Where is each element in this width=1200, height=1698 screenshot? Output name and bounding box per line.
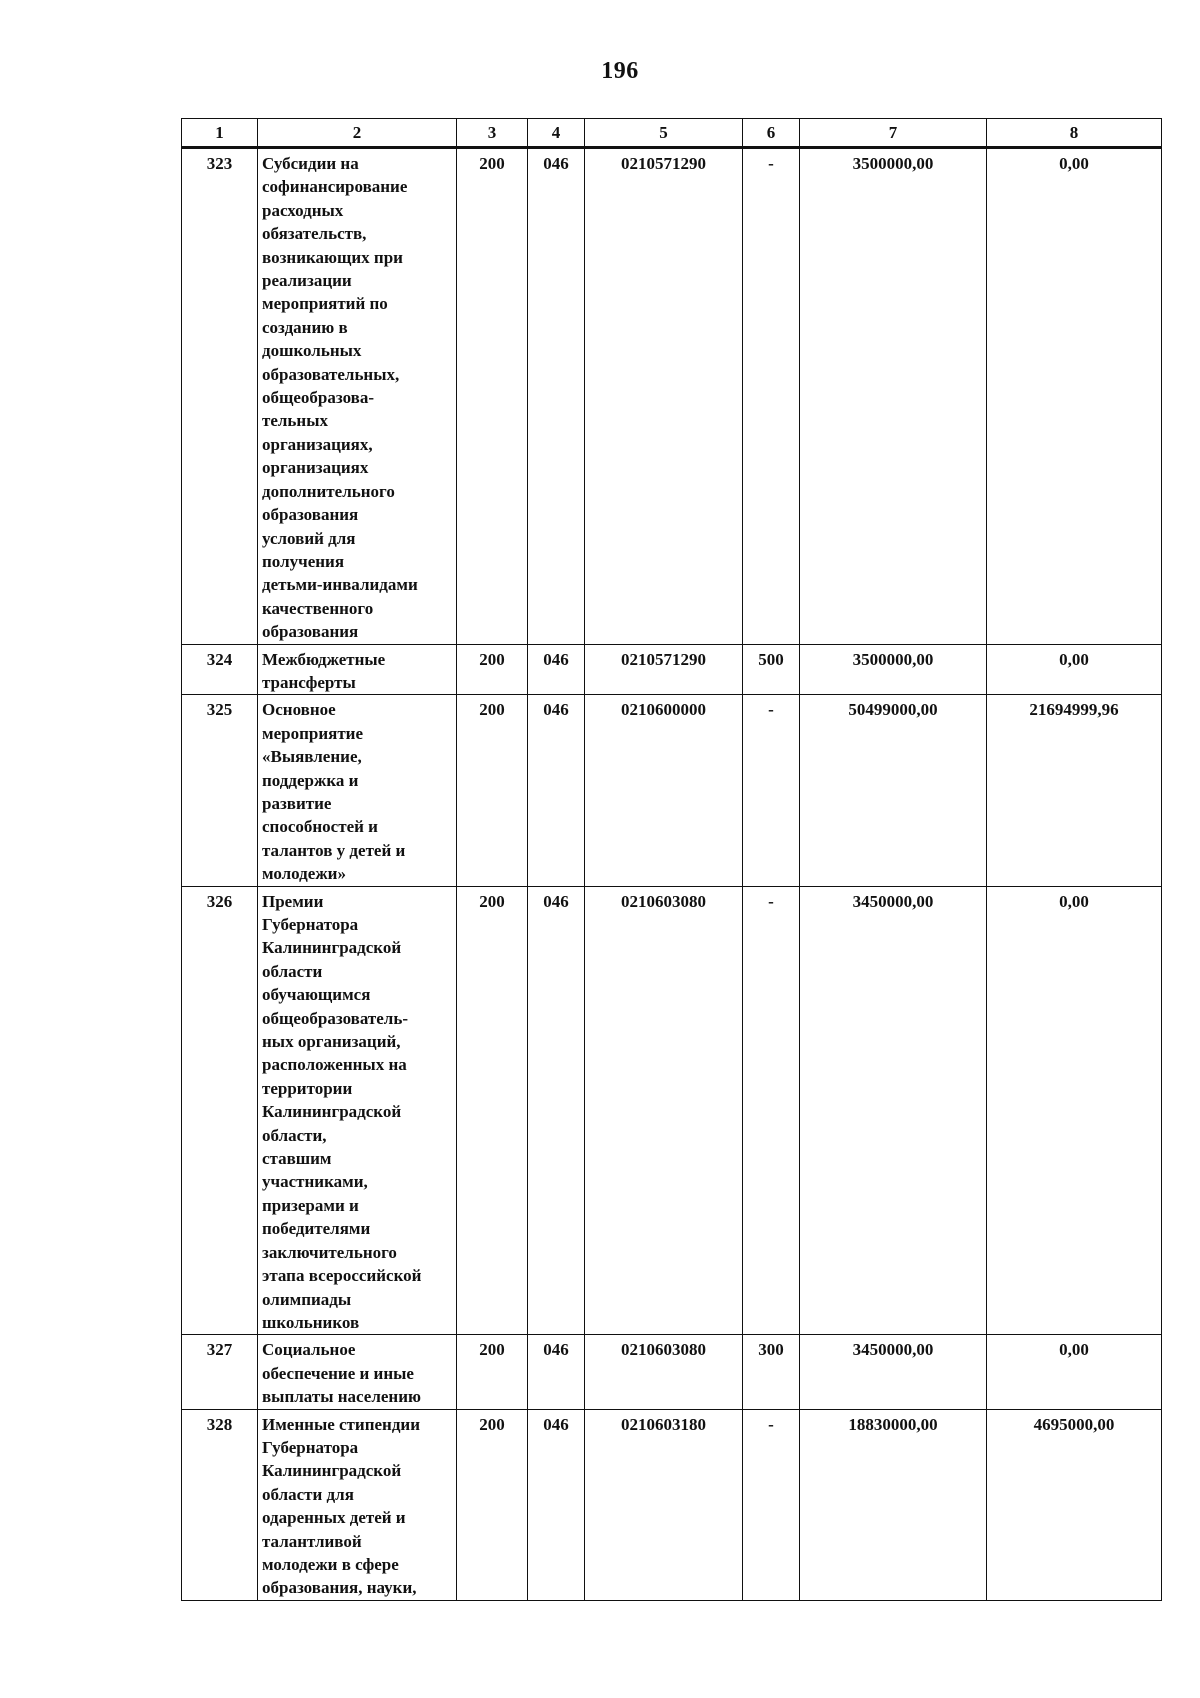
target-article-cell: 0210603080	[585, 1335, 743, 1409]
item-name-line: условий для	[262, 528, 356, 548]
item-name-line: организациях,	[262, 434, 373, 454]
item-name-line: обязательств,	[262, 224, 367, 244]
code-col3-cell: 200	[457, 1335, 528, 1409]
table-row	[182, 1335, 1162, 1409]
expense-type-cell: -	[743, 148, 800, 645]
item-name-line: обеспечение и иные	[262, 1363, 414, 1383]
item-name-line: призерами и	[262, 1195, 359, 1215]
item-name-line: молодежи в сфере	[262, 1554, 399, 1574]
code-col3-cell: 200	[457, 148, 528, 645]
item-name-line: Калининградской	[262, 1102, 402, 1122]
item-name-line: олимпиады	[262, 1289, 352, 1309]
row-number-cell: 327	[182, 1335, 258, 1409]
column-header: 5	[585, 119, 743, 148]
code-col4-cell: 046	[528, 886, 585, 1335]
item-name-line: получения	[262, 551, 345, 571]
item-name-line: области,	[262, 1125, 327, 1145]
item-name-line: реализации	[262, 271, 352, 291]
code-col4-cell: 046	[528, 1409, 585, 1600]
item-name-line: организациях	[262, 458, 369, 478]
item-name-line: дополнительного	[262, 481, 395, 501]
item-name-line: образовательных,	[262, 364, 400, 384]
amount-col7-cell: 3450000,00	[800, 1335, 987, 1409]
item-name-line: мероприятий по	[262, 294, 388, 314]
table-row	[182, 644, 1162, 695]
expense-type-cell: -	[743, 695, 800, 886]
table-row	[182, 148, 1162, 645]
table-row	[182, 695, 1162, 886]
item-name-line: качественного	[262, 598, 374, 618]
amount-col7-cell: 3500000,00	[800, 148, 987, 645]
row-number-cell: 328	[182, 1409, 258, 1600]
column-header: 3	[457, 119, 528, 148]
item-name-line: образования, науки,	[262, 1578, 417, 1598]
amount-col8-cell: 0,00	[987, 1335, 1162, 1409]
item-name-line: победителями	[262, 1219, 371, 1239]
item-name-line: ных организаций,	[262, 1032, 401, 1052]
item-name-line: Именные стипендии	[262, 1414, 421, 1434]
item-name-line: общеобразова-	[262, 388, 375, 408]
column-number-row	[182, 119, 1162, 148]
column-header: 7	[800, 119, 987, 148]
table-body	[182, 148, 1162, 1601]
expense-type-cell: -	[743, 1409, 800, 1600]
item-name-line: мероприятие	[262, 723, 364, 743]
expense-type-cell: 500	[743, 644, 800, 695]
column-header: 4	[528, 119, 585, 148]
amount-col7-cell: 3450000,00	[800, 886, 987, 1335]
item-name-line: детьми-инвалидами	[262, 575, 418, 595]
item-name-line: Калининградской	[262, 1461, 402, 1481]
item-name-line: обучающимся	[262, 985, 371, 1005]
item-name-cell	[258, 1335, 457, 1409]
code-col3-cell: 200	[457, 695, 528, 886]
amount-col8-cell: 21694999,96	[987, 695, 1162, 886]
item-name-line: поддержка и	[262, 770, 359, 790]
item-name-line: выплаты населению	[262, 1387, 421, 1407]
item-name-line: общеобразователь-	[262, 1008, 408, 1028]
amount-col7-cell: 3500000,00	[800, 644, 987, 695]
code-col4-cell: 046	[528, 695, 585, 886]
code-col3-cell: 200	[457, 1409, 528, 1600]
column-header: 8	[987, 119, 1162, 148]
amount-col8-cell: 4695000,00	[987, 1409, 1162, 1600]
item-name-line: области для	[262, 1484, 354, 1504]
amount-col8-cell: 0,00	[987, 644, 1162, 695]
column-header: 6	[743, 119, 800, 148]
item-name-line: талантливой	[262, 1531, 362, 1551]
item-name-line: Основное	[262, 700, 336, 720]
budget-table	[181, 118, 1162, 1601]
item-name-line: школьников	[262, 1312, 360, 1332]
item-name-line: ставшим	[262, 1149, 332, 1169]
target-article-cell: 0210603080	[585, 886, 743, 1335]
code-col4-cell: 046	[528, 644, 585, 695]
table-row	[182, 1409, 1162, 1600]
item-name-line: этапа всероссийской	[262, 1266, 422, 1286]
row-number-cell: 323	[182, 148, 258, 645]
page-number: 196	[601, 58, 639, 84]
target-article-cell: 0210571290	[585, 148, 743, 645]
row-number-cell: 325	[182, 695, 258, 886]
item-name-line: Премии	[262, 891, 324, 911]
item-name-cell	[258, 644, 457, 695]
column-header: 1	[182, 119, 258, 148]
item-name-line: Калининградской	[262, 938, 402, 958]
item-name-line: области	[262, 961, 323, 981]
code-col4-cell: 046	[528, 1335, 585, 1409]
target-article-cell: 0210571290	[585, 644, 743, 695]
target-article-cell: 0210600000	[585, 695, 743, 886]
item-name-cell	[258, 148, 457, 645]
amount-col8-cell: 0,00	[987, 148, 1162, 645]
table-row	[182, 886, 1162, 1335]
item-name-line: развитие	[262, 793, 332, 813]
item-name-line: трансферты	[262, 672, 356, 692]
column-header: 2	[258, 119, 457, 148]
code-col3-cell: 200	[457, 644, 528, 695]
expense-type-cell: 300	[743, 1335, 800, 1409]
row-number-cell: 326	[182, 886, 258, 1335]
item-name-cell	[258, 886, 457, 1335]
item-name-line: Социальное	[262, 1340, 356, 1360]
item-name-line: возникающих при	[262, 247, 403, 267]
target-article-cell: 0210603180	[585, 1409, 743, 1600]
item-name-line: способностей и	[262, 817, 378, 837]
item-name-line: софинансирование	[262, 177, 408, 197]
item-name-line: «Выявление,	[262, 747, 362, 767]
item-name-line: расходных	[262, 200, 344, 220]
amount-col7-cell: 18830000,00	[800, 1409, 987, 1600]
code-col3-cell: 200	[457, 886, 528, 1335]
item-name-line: созданию в	[262, 317, 348, 337]
item-name-line: молодежи»	[262, 864, 346, 884]
item-name-line: заключительного	[262, 1242, 397, 1262]
item-name-line: участниками,	[262, 1172, 368, 1192]
item-name-line: дошкольных	[262, 341, 362, 361]
item-name-line: Губернатора	[262, 915, 359, 934]
item-name-line: Губернатора	[262, 1437, 359, 1457]
item-name-line: территории	[262, 1078, 353, 1098]
item-name-cell	[258, 695, 457, 886]
item-name-line: расположенных на	[262, 1055, 407, 1075]
item-name-line: Субсидии на	[262, 154, 359, 173]
code-col4-cell: 046	[528, 148, 585, 645]
item-name-line: образования	[262, 505, 359, 525]
item-name-line: талантов у детей и	[262, 840, 406, 860]
row-number-cell: 324	[182, 644, 258, 695]
amount-col7-cell: 50499000,00	[800, 695, 987, 886]
item-name-line: тельных	[262, 411, 328, 431]
item-name-line: образования	[262, 622, 359, 642]
item-name-line: Межбюджетные	[262, 649, 386, 669]
item-name-cell	[258, 1409, 457, 1600]
amount-col8-cell: 0,00	[987, 886, 1162, 1335]
expense-type-cell: -	[743, 886, 800, 1335]
item-name-line: одаренных детей и	[262, 1508, 406, 1528]
